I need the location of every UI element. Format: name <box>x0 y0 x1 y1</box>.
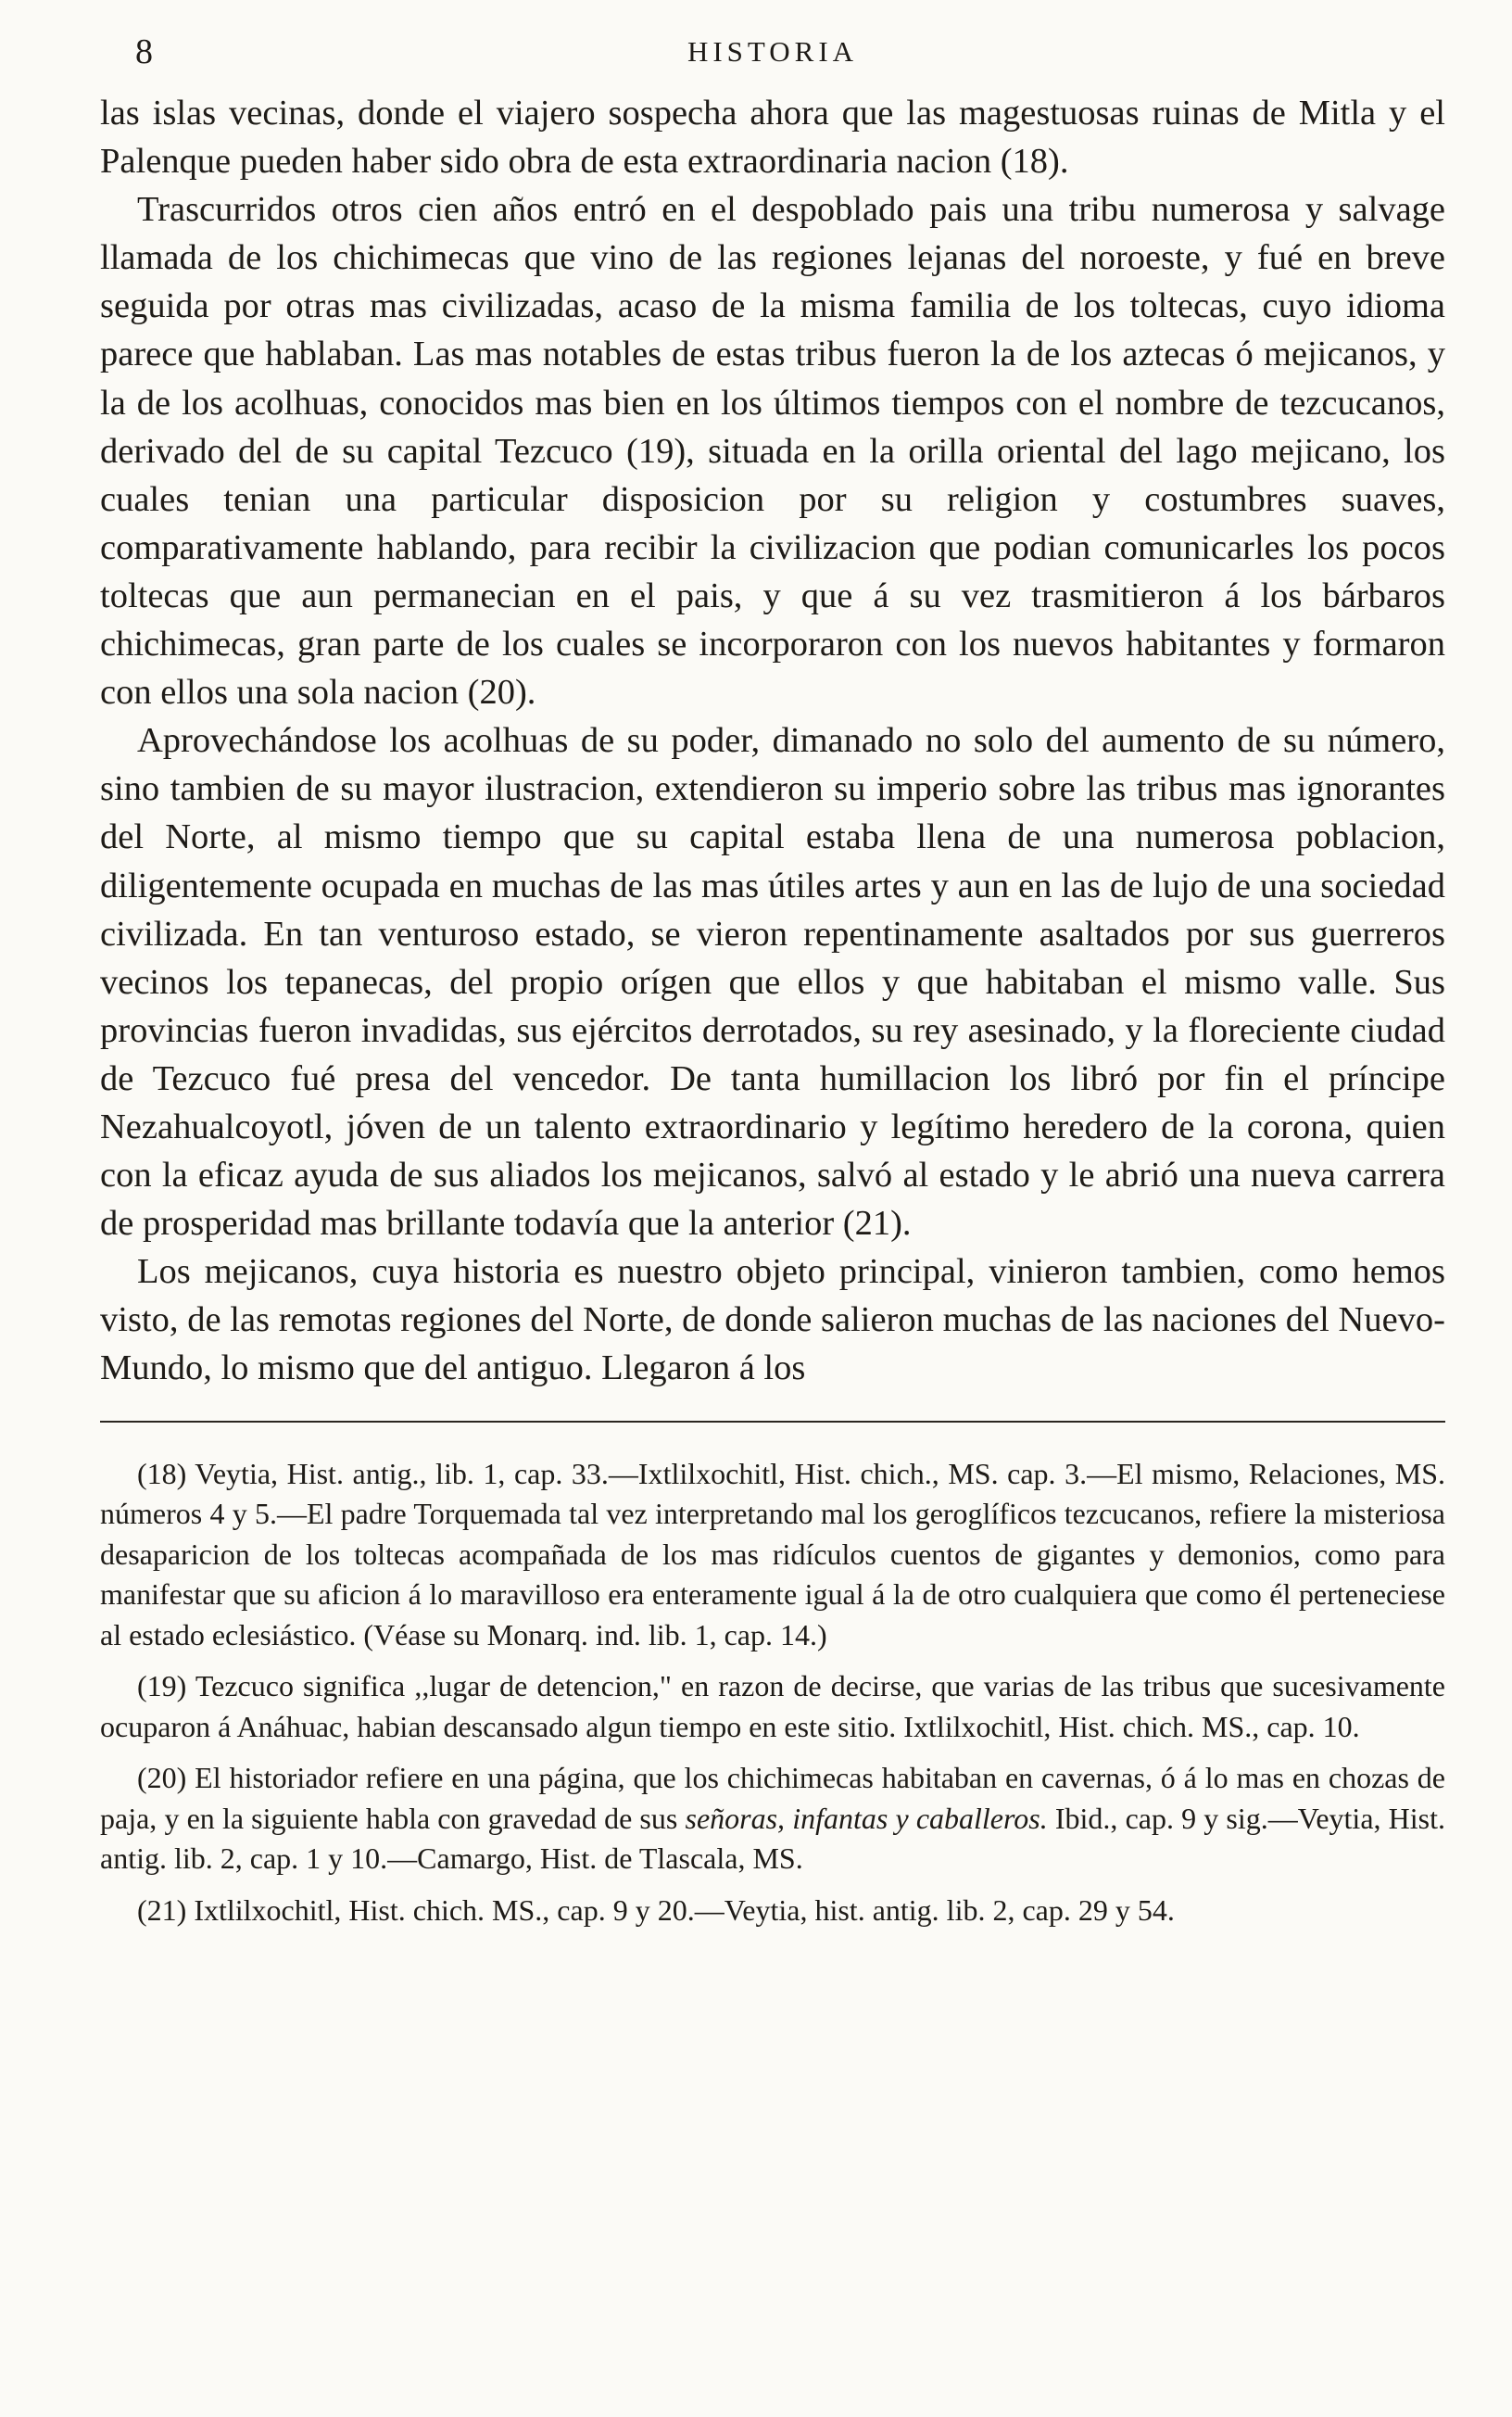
footnote-21: (21) Ixtlilxochitl, Hist. chich. MS., cap. 9 y 20.—Veytia, hist. antig. lib. 2, cap. 29 y 54. <box>137 1892 1175 1927</box>
footnote-19: (19) Tezcuco significa ,,lugar de detencion," en razon de decirse, que varias de las tribus que sucesivamente ocuparon á Anáhuac, habian descansado algun tiempo en este sitio. Ixtlilxochitl, Hist. chich. MS., cap. 10. <box>100 1669 1445 1743</box>
footnote-20-text-end: Ibid., cap. 9 y sig.—Veytia, Hist. antig. lib. 2, cap. 1 y 10.—Camargo, Hist. de Tlascala, MS. <box>100 1801 1446 1876</box>
paragraph-3: Aprovechándose los acolhuas de su poder, dimanado no solo del aumento de su número, sino tambien de su mayor ilustracion, extendieron su imperio sobre las tribus mas ignorantes del Norte, al mismo tiempo que su capital estaba llena de una numerosa poblacion, diligentemente ocupada en muchas de las mas útiles artes y aun en las de lujo de una sociedad civilizada. En tan venturoso estado, se vieron repentinamente asaltados por sus guerreros vecinos los tepanecas, del propio orígen que ellos y que habitaban el mismo valle. Sus provincias fueron invadidas, sus ejércitos derrotados, su rey asesinado, y la floreciente ciudad de Tezcuco fué presa del vencedor. De tanta humillacion los libró por fin el príncipe Nezahualcoyotl, jóven de un talento extraordinario y legítimo heredero de la corona, quien con la eficaz ayuda de sus aliados los mejicanos, salvó al estado y le abrió una nueva carrera de prosperidad mas brillante todavía que la anterior (21). <box>100 721 1445 1244</box>
page-number: 8 <box>135 32 154 71</box>
footnote-18: (18) Veytia, Hist. antig., lib. 1, cap. 33.—Ixtlilxochitl, Hist. chich., MS. cap. 3.—El mismo, Relaciones, MS. números 4 y 5.—El padre Torquemada tal vez interpretando mal los geroglíficos tezcucanos, refiere la misteriosa desaparicion de los toltecas acompañada de los mas ridículos cuentos de gigantes y demonios, como para manifestar que su aficion á lo maravilloso era enteramente igual á la de otro cualquiera que como él perteneciese al estado eclesiástico. (Véase su Monarq. ind. lib. 1, cap. 14.) <box>100 1456 1445 1651</box>
paragraph-2: Trascurridos otros cien años entró en el despoblado pais una tribu numerosa y salvage llamada de los chichimecas que vino de las regiones lejanas del noroeste, y fué en breve seguida por otras mas civilizadas, acaso de la misma familia de los toltecas, cuyo idioma parece que hablaban. Las mas notables de estas tribus fueron la de los aztecas ó mejicanos, y la de los acolhuas, conocidos mas bien en los últimos tiempos con el nombre de tezcucanos, derivado del de su capital Tezcuco (19), situada en la orilla oriental del lago mejicano, los cuales tenian una particular disposicion por su religion y costumbres suaves, comparativamente hablando, para recibir la civilizacion que podian comunicarles los pocos toltecas que aun permanecian en el pais, y que á su vez trasmitieron á los bárbaros chichimecas, gran parte de los cuales se incorporaron con los nuevos habitantes y formaron con ellos una sola nacion (20). <box>100 190 1445 713</box>
footnote-20-text: (20) El historiador refiere en una página, que los chichimecas habitaban en cavernas, ó á lo mas en chozas de paja, y en la siguiente habla con gravedad de sus <box>100 1761 1445 1835</box>
paragraph-4: Los mejicanos, cuya historia es nuestro objeto principal, vinieron tambien, como hemos visto, de las remotas regiones del Norte, de donde salieron muchas de las naciones del Nuevo-Mundo, lo mismo que del antiguo. Llegaron á los <box>100 1252 1445 1388</box>
footnote-20-italic: señoras, infantas y caballeros. <box>685 1801 1048 1835</box>
paragraph-1: las islas vecinas, donde el viajero sospecha ahora que las magestuosas ruinas de Mitla y el Palenque pueden haber sido obra de esta extraordinaria nacion (18). <box>100 94 1445 182</box>
book-page <box>100 28 1445 1930</box>
main-text <box>100 89 1445 1393</box>
footnote-divider <box>100 1421 1445 1423</box>
footnote-20 <box>100 1758 1445 1879</box>
footnotes <box>100 1454 1445 1931</box>
page-header <box>100 28 1445 83</box>
running-title: HISTORIA <box>687 35 859 68</box>
